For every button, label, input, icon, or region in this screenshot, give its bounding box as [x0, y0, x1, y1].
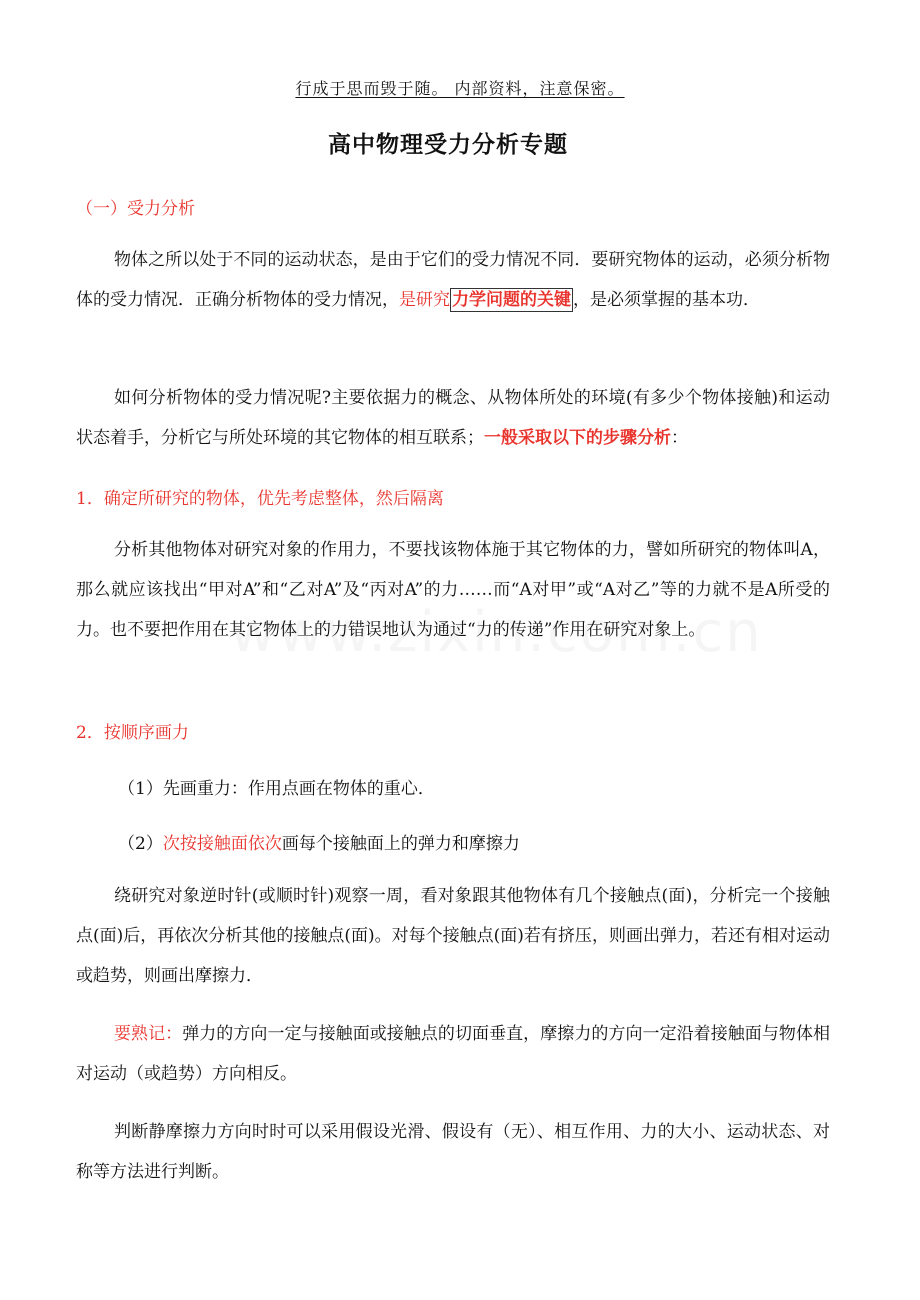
paragraph-5-text: 弹力的方向一定与接触面或接触点的切面垂直，摩擦力的方向一定沿着接触面与物体相对运动（或趋势）方向相反。 — [76, 1024, 831, 1084]
sub-item-1: （1）先画重力：作用点画在物体的重心． — [118, 779, 435, 799]
header-text: 行成于思而毁于随。 内部资料，注意保密。 — [295, 79, 625, 98]
paragraph-1-tail: ，是必须掌握的基本功． — [573, 290, 760, 310]
paragraph-1 — [76, 240, 830, 320]
section-heading: （一）受力分析 — [76, 199, 195, 219]
paragraph-2 — [76, 378, 830, 458]
sub-item-2-text: 画每个接触面上的弹力和摩擦力 — [281, 834, 520, 854]
paragraph-5-label: 要熟记： — [114, 1024, 183, 1044]
page-header — [0, 76, 920, 99]
paragraph-1-boxed-text: 力学问题的关键 — [452, 290, 571, 310]
paragraph-2-text: 如何分析物体的受力情况呢?主要依据力的概念、从物体所处的环境(有多少个物体接触)和运动状态着手，分析它与所处环境的其它物体的相互联系； — [76, 388, 830, 448]
sub-item-2-red: 次按接触面依次 — [162, 834, 282, 854]
step-1-heading: 1．确定所研究的物体，优先考虑整体，然后隔离 — [76, 489, 444, 509]
paragraph-1-red-text: 是研究 — [399, 290, 450, 310]
paragraph-3: 分析其他物体对研究对象的作用力，不要找该物体施于其它物体的力，譬如所研究的物体叫A，那么就应该找出“甲对A”和“乙对A”及“丙对A”的力……而“A对甲”或“A对乙”等的力就不是A所受的力。也不要把作用在其它物体上的力错误地认为通过“力的传递”作用在研究对象上。 — [76, 540, 830, 640]
paragraph-1-text: 物体之所以处于不同的运动状态，是由于它们的受力情况不同．要研究物体的运动，必须分析物体的受力情况．正确分析物体的受力情况， — [76, 250, 830, 310]
paragraph-4: 绕研究对象逆时针(或顺时针)观察一周，看对象跟其他物体有几个接触点(面)，分析完一个接触点(面)后，再依次分析其他的接触点(面)。对每个接触点(面)若有挤压，则画出弹力，若还有相对运动或趋势，则画出摩擦力． — [76, 886, 830, 986]
paragraph-6: 判断静摩擦力方向时时可以采用假设光滑、假设有（无）、相互作用、力的大小、运动状态、对称等方法进行判断。 — [76, 1122, 830, 1182]
sub-item-2-number: （2） — [118, 834, 163, 854]
paragraph-2-tail: ： — [671, 428, 688, 448]
sub-item-2 — [118, 829, 520, 854]
page-title: 高中物理受力分析专题 — [328, 132, 568, 158]
paragraph-5 — [76, 1014, 830, 1094]
paragraph-2-bold-red: 一般采取以下的步骤分析 — [484, 428, 671, 448]
step-2-heading: 2．按顺序画力 — [76, 723, 189, 743]
